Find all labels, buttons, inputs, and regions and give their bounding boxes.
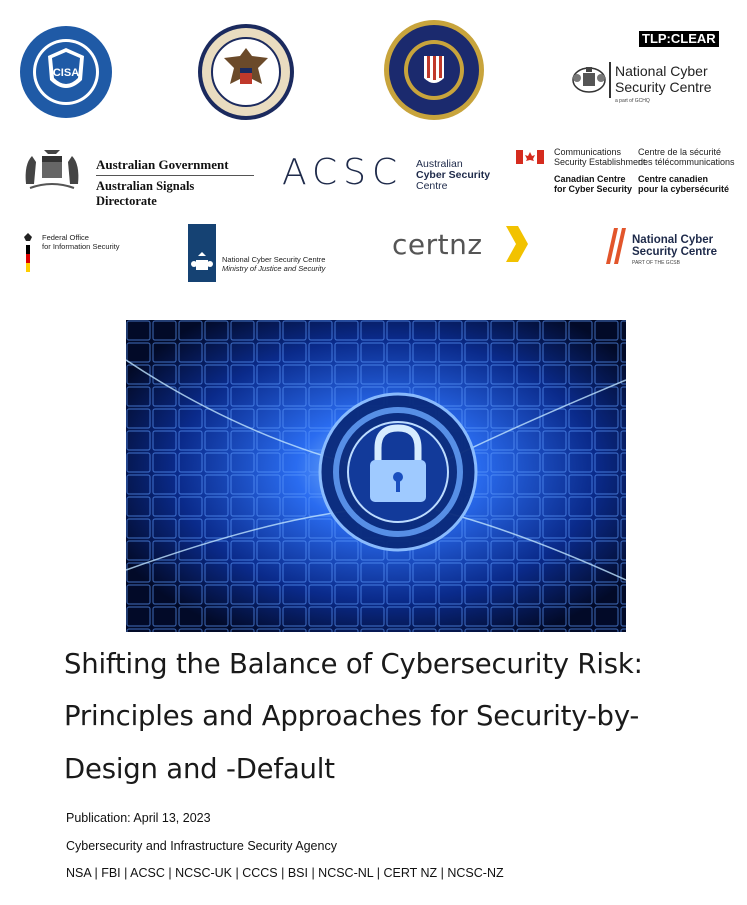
fbi-logo: [382, 18, 486, 122]
dutch-ribbon: [188, 224, 216, 282]
certnz-logo: [392, 224, 542, 272]
asd-line1: Australian Government: [96, 157, 229, 172]
author-agency: Cybersecurity and Infrastructure Security Agency: [66, 839, 337, 853]
title-line-3: Design and -Default: [64, 753, 335, 785]
cse-fr3: Centre canadien: [638, 174, 709, 184]
cse-en2: Security Establishment: [554, 157, 646, 167]
bsi-line1: Federal Office: [42, 233, 89, 242]
ncsc-nz-slash-icon: [602, 228, 626, 264]
cse-en1: Communications: [554, 147, 622, 157]
asd-logo: [16, 142, 256, 208]
cse-fr1: Centre de la sécurité: [638, 147, 722, 157]
partner-agencies: NSA | FBI | ACSC | NCSC-UK | CCCS | BSI | NCSC-NL | CERT NZ | NCSC-NZ: [66, 866, 504, 880]
cse-fr4: pour la cybersécurité: [638, 184, 730, 194]
fbi-seal-icon: [382, 18, 486, 122]
dutch-crest-icon: [188, 224, 216, 282]
ncsc-uk-line1: National Cyber: [615, 63, 708, 79]
certnz-mark: certnz: [392, 228, 483, 261]
acsc-line2: Cyber Security: [416, 169, 491, 181]
nsa-logo: [196, 22, 296, 122]
hero-image: [126, 320, 626, 632]
asd-line2: Australian Signals Directorate: [96, 179, 195, 208]
bsi-logo: [20, 233, 140, 273]
ncsc-uk-line2: Security Centre: [615, 79, 712, 95]
cisa-logo: [18, 24, 114, 120]
cse-fr2: des télécommunications: [638, 157, 735, 167]
cisa-center-text: CISA: [52, 67, 80, 79]
ncsc-nz-line2: Security Centre: [632, 246, 718, 258]
royal-arms-icon: [571, 64, 607, 94]
ncsc-nz-line1: National Cyber: [632, 234, 714, 246]
asd-rule: [96, 175, 254, 176]
bsi-line2: for Information Security: [42, 242, 120, 251]
nsa-seal-icon: [196, 22, 296, 122]
ncsc-nl-line1: National Cyber Security Centre: [222, 255, 326, 264]
ncsc-uk-logo: [571, 62, 731, 112]
divider: [609, 62, 611, 98]
title-line-1: Shifting the Balance of Cybersecurity Risk:: [64, 648, 643, 680]
ncsc-nl-line2: Ministry of Justice and Security: [222, 264, 326, 273]
acsc-line1: Australian: [416, 158, 463, 170]
acsc-mark: ACSC: [282, 152, 404, 193]
certnz-chevron-icon: [504, 224, 530, 264]
title-line-2: Principles and Approaches for Security-by-: [64, 700, 640, 732]
canada-flag-icon: [516, 150, 544, 164]
ncsc-nz-logo: [602, 228, 732, 268]
australian-coat-of-arms-icon: [16, 144, 88, 194]
cse-en4: for Cyber Security: [554, 184, 633, 194]
acsc-line3: Centre: [416, 180, 448, 192]
tlp-marking: TLP:CLEAR: [639, 31, 719, 47]
publication-date: Publication: April 13, 2023: [66, 811, 211, 825]
ncsc-nz-sub: PART OF THE GCSB: [632, 260, 680, 266]
cisa-seal-icon: [18, 24, 114, 120]
german-eagle-icon: [20, 233, 36, 273]
padlock-circuit-image: [126, 320, 626, 632]
ncsc-uk-sub: a part of GCHQ: [615, 98, 650, 104]
ncsc-nl-logo: [188, 224, 348, 284]
cccs-logo: [516, 146, 736, 200]
cse-en3: Canadian Centre: [554, 174, 626, 184]
acsc-logo: [282, 152, 502, 195]
